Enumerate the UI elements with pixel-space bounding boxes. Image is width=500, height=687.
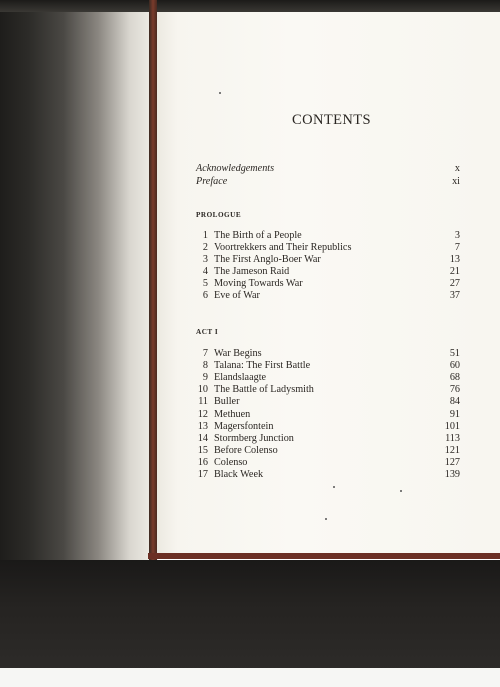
chapter-page: 91 — [449, 409, 460, 420]
act-heading: ACT I — [196, 328, 219, 336]
chapter-number: 5 — [202, 278, 208, 289]
chapter-title: Buller — [214, 396, 240, 407]
prologue-heading: PROLOGUE — [196, 211, 242, 219]
chapter-number: 10 — [197, 384, 208, 395]
front-matter-label: Acknowledgements — [196, 163, 275, 174]
front-matter-page: x — [454, 163, 460, 174]
chapter-page: 3 — [454, 230, 460, 241]
chapter-page: 37 — [449, 290, 460, 301]
chapter-page: 121 — [444, 445, 460, 456]
chapter-number: 11 — [198, 396, 208, 407]
chapter-title: Methuen — [214, 409, 251, 420]
chapter-title: The Battle of Ladysmith — [214, 384, 314, 395]
chapter-page: 76 — [449, 384, 460, 395]
chapter-page: 113 — [445, 433, 460, 444]
chapter-number: 3 — [202, 254, 208, 265]
chapter-page: 27 — [449, 278, 460, 289]
chapter-title: Stormberg Junction — [214, 433, 294, 444]
chapter-page: 13 — [449, 254, 460, 265]
chapter-number: 8 — [202, 360, 208, 371]
chapter-number: 16 — [197, 457, 208, 468]
paper-speck — [219, 92, 221, 94]
chapter-page: 84 — [449, 396, 460, 407]
left-page-shadow — [0, 0, 158, 560]
chapter-page: 51 — [449, 348, 460, 359]
front-matter-row — [196, 162, 460, 175]
chapter-number: 2 — [202, 242, 208, 253]
front-matter-label: Preface — [196, 176, 228, 187]
paper-speck — [400, 490, 402, 492]
chapter-number: 12 — [197, 409, 208, 420]
chapter-row — [196, 395, 460, 408]
chapter-page: 68 — [449, 372, 460, 383]
chapter-title: The Birth of a People — [214, 230, 302, 241]
top-edge — [0, 0, 500, 12]
chapter-title: The Jameson Raid — [214, 266, 290, 277]
chapter-title: Voortrekkers and Their Republics — [214, 242, 352, 253]
chapter-title: Colenso — [214, 457, 248, 468]
chapter-number: 7 — [202, 348, 208, 359]
bottom-margin — [0, 668, 500, 687]
bottom-background — [0, 560, 500, 670]
chapter-page: 101 — [444, 421, 460, 432]
chapter-title: Moving Towards War — [214, 278, 303, 289]
chapter-title: Black Week — [214, 469, 264, 480]
contents-title: CONTENTS — [292, 112, 371, 128]
chapter-title: Before Colenso — [214, 445, 278, 456]
chapter-title: Talana: The First Battle — [214, 360, 311, 371]
chapter-number: 4 — [202, 266, 208, 277]
chapter-number: 14 — [197, 433, 208, 444]
chapter-number: 13 — [197, 421, 208, 432]
chapter-row — [196, 289, 460, 302]
chapter-number: 9 — [202, 372, 208, 383]
book-spine — [149, 0, 157, 560]
chapter-page: 60 — [449, 360, 460, 371]
chapter-title: Magersfontein — [214, 421, 274, 432]
chapter-row — [196, 468, 460, 481]
chapter-page: 21 — [449, 266, 460, 277]
chapter-number: 17 — [197, 469, 208, 480]
paper-speck — [333, 486, 335, 488]
front-matter-row — [196, 175, 460, 188]
chapter-number: 6 — [202, 290, 208, 301]
chapter-title: War Begins — [214, 348, 262, 359]
chapter-title: Elandslaagte — [214, 372, 267, 383]
chapter-page: 7 — [454, 242, 460, 253]
chapter-title: Eve of War — [214, 290, 260, 301]
paper-speck — [325, 518, 327, 520]
chapter-page: 139 — [444, 469, 460, 480]
book-cover-edge — [148, 553, 500, 559]
chapter-title: The First Anglo-Boer War — [214, 254, 321, 265]
chapter-number: 1 — [202, 230, 208, 241]
chapter-page: 127 — [444, 457, 460, 468]
front-matter-page: xi — [452, 176, 460, 187]
chapter-number: 15 — [197, 445, 208, 456]
